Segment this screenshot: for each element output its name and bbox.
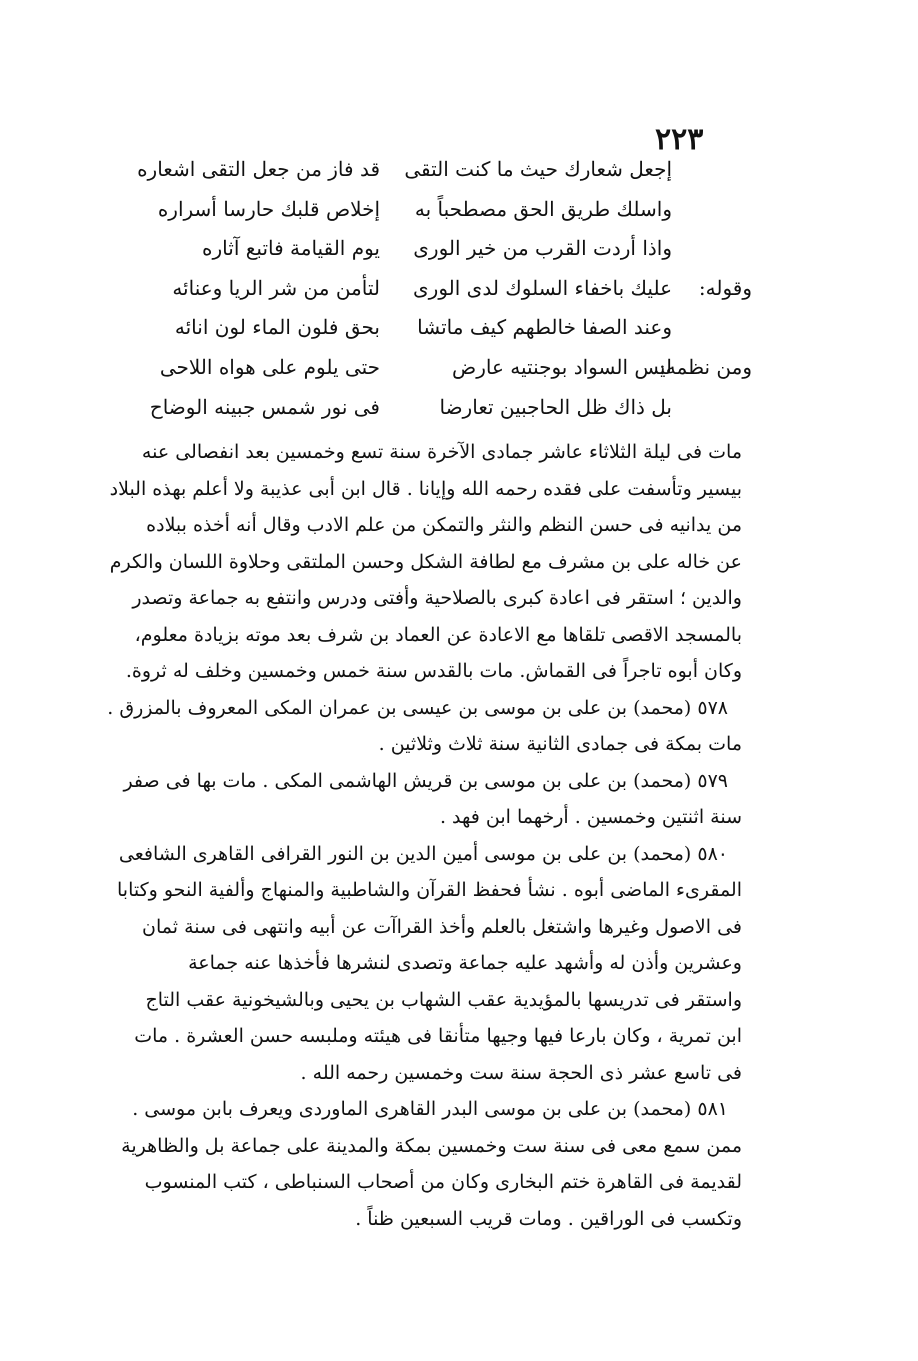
verse-second-hemistich: حتى يلوم على هواه اللاحى xyxy=(159,354,380,379)
verse-intro-label: وقوله: xyxy=(698,275,752,300)
text-line: مات بمكة فى جمادى الثانية سنة ثلاث وثلاثين . xyxy=(378,733,742,755)
verse-second-hemistich: قد فاز من جعل التقى اشعاره xyxy=(137,157,380,181)
verse-second-hemistich: بحق فلون الماء لون انائه xyxy=(174,315,380,340)
verse-second-hemistich: لتأمن من شر الريا وعنائه xyxy=(172,275,380,300)
verse-intro-label: ومن نظمه: xyxy=(659,354,752,379)
verse-line xyxy=(80,150,752,190)
page-number: ٢٢٣ xyxy=(655,122,704,157)
text-line: مات فى ليلة الثلاثاء عاشر جمادى الآخرة سنة تسع وخمسين بعد انفصالى عنه xyxy=(141,441,742,463)
verse-first-hemistich: واسلك طريق الحق مصطحباً به xyxy=(414,196,672,221)
text-line: فى الاصول وغيرها واشتغل بالعلم وأخذ القراآت عن أبيه وانتهى فى سنة ثمان xyxy=(142,915,742,938)
text-line: ابن تمرية ، وكان بارعا فيها وجيها متأنقا فى هيئته وملبسه حسن العشرة . مات xyxy=(134,1025,742,1047)
entry-heading-line: ٥٨٠ (محمد) بن على بن موسى أمين الدين بن النور القرافى القاهرى الشافعى xyxy=(118,842,728,865)
poetry-block xyxy=(80,150,752,427)
text-line: ممن سمع معى فى سنة ست وخمسين بمكة والمدينة على جماعة بل والظاهرية xyxy=(121,1134,742,1157)
entry-heading-line: ٥٨١ (محمد) بن على بن موسى البدر القاهرى الماوردى ويعرف بابن موسى . xyxy=(132,1098,728,1120)
text-line: المقرىء الماضى أبوه . نشأ فحفظ القرآن والشاطبية والمنهاج وألفية النحو وكتابا xyxy=(117,879,742,901)
text-line: بالمسجد الاقصى تلقاها مع الاعادة عن العماد بن شرف بعد موته بزيادة معلوم، xyxy=(134,623,742,646)
entry-heading-line: ٥٧٨ (محمد) بن على بن موسى بن عيسى بن عمران المكى المعروف بالمزرق . xyxy=(107,696,728,719)
verse-second-hemistich: إخلاص قلبك حارسا أسراره xyxy=(157,196,380,221)
biography-text xyxy=(82,434,742,1237)
verse-line xyxy=(80,388,752,428)
text-line: واستقر فى تدريسها بالمؤيدية عقب الشهاب بن يحيى وبالشيخونية عقب التاج xyxy=(145,988,742,1011)
verse-first-hemistich: واذا أردت القرب من خير الورى xyxy=(413,236,672,261)
entry-heading-line: ٥٧٩ (محمد) بن على بن موسى بن قريش الهاشمى المكى . مات بها فى صفر xyxy=(123,769,728,792)
verse-first-hemistich: ليس السواد بوجنتيه عارض xyxy=(452,354,672,379)
text-line: سنة اثنتين وخمسين . أرخهما ابن فهد . xyxy=(439,806,742,828)
verse-first-hemistich: إجعل شعارك حيث ما كنت التقى xyxy=(404,157,672,181)
text-line: وعشرين وأذن له وأشهد عليه جماعة وتصدى لنشرها فأخذها عنه جماعة xyxy=(188,952,742,974)
text-line: وتكسب فى الوراقين . ومات قريب السبعين ظناً . xyxy=(355,1207,742,1230)
verse-first-hemistich: بل ذاك ظل الحاجبين تعارضا xyxy=(439,394,672,419)
verse-first-hemistich: عليك باخفاء السلوك لدى الورى xyxy=(413,275,672,300)
verse-line xyxy=(80,348,752,388)
verse-line xyxy=(80,229,752,269)
verse-line xyxy=(80,190,752,230)
text-line: والدين ؛ استقر فى اعادة كبرى بالصلاحية وأفتى ودرس وانتفع به جماعة وتصدر xyxy=(132,587,742,609)
text-line: من يدانيه فى حسن النظم والنثر والتمكن من علم الادب وقال أنه أخذه ببلاده xyxy=(146,514,742,536)
verse-line xyxy=(80,308,752,348)
text-line: عن خاله على بن مشرف مع لطافة الشكل وحسن الملتقى وحلاوة اللسان والكرم xyxy=(109,550,742,573)
text-line: فى تاسع عشر ذى الحجة سنة ست وخمسين رحمه الله . xyxy=(300,1061,742,1084)
text-line: لقديمة فى القاهرة ختم البخارى وكان من أصحاب السنباطى ، كتب المنسوب xyxy=(144,1171,742,1193)
verse-first-hemistich: وعند الصفا خالطهم كيف ماتشا xyxy=(417,315,672,340)
verse-line xyxy=(80,269,752,309)
verse-second-hemistich: فى نور شمس جبينه الوضاح xyxy=(149,394,380,419)
verse-second-hemistich: يوم القيامة فاتبع آثاره xyxy=(202,236,380,261)
text-line: وكان أبوه تاجراً فى القماش. مات بالقدس سنة خمس وخمسين وخلف له ثروة. xyxy=(125,660,742,682)
text-line: بيسير وتأسفت على فقده رحمه الله وإيانا . قال ابن أبى عذيبة ولا أعلم بهذه البلاد xyxy=(109,477,742,500)
